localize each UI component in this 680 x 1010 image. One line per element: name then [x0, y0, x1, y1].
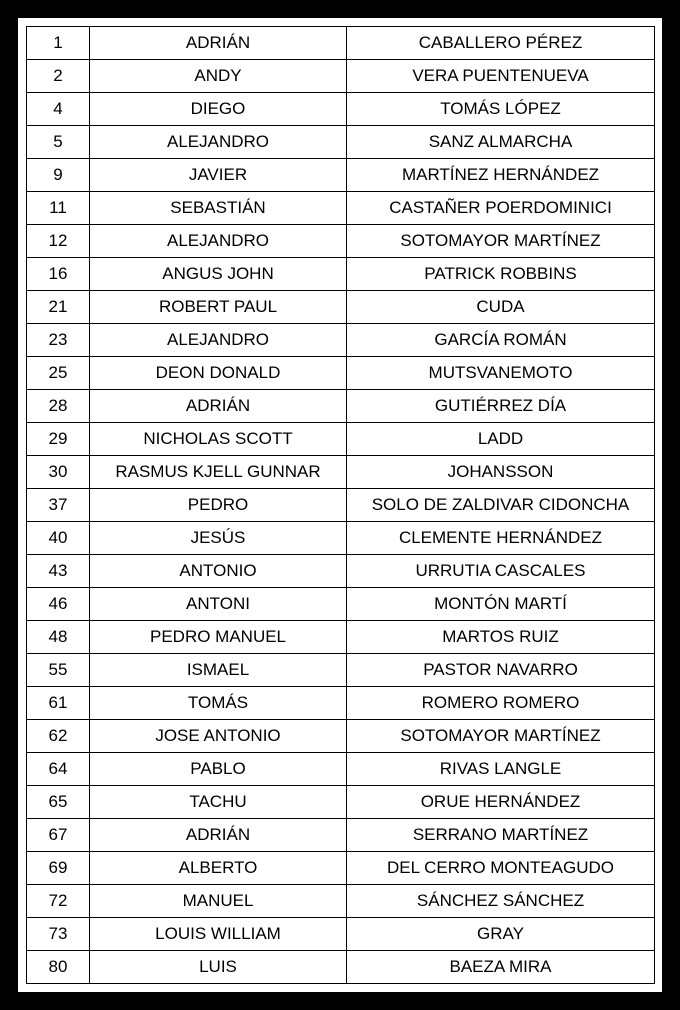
roster-table-body — [27, 27, 655, 984]
first-name-cell: ANTONIO — [90, 555, 347, 588]
first-name-cell: ALBERTO — [90, 852, 347, 885]
last-name-cell: LADD — [347, 423, 655, 456]
first-name-cell: DIEGO — [90, 93, 347, 126]
player-number-cell: 5 — [27, 126, 90, 159]
first-name-cell: PABLO — [90, 753, 347, 786]
last-name-cell: GRAY — [347, 918, 655, 951]
player-number-cell: 65 — [27, 786, 90, 819]
last-name-cell: DEL CERRO MONTEAGUDO — [347, 852, 655, 885]
last-name-cell: SERRANO MARTÍNEZ — [347, 819, 655, 852]
table-row — [27, 291, 655, 324]
last-name-cell: BAEZA MIRA — [347, 951, 655, 984]
last-name-cell: PATRICK ROBBINS — [347, 258, 655, 291]
table-row — [27, 60, 655, 93]
first-name-cell: JAVIER — [90, 159, 347, 192]
first-name-cell: LUIS — [90, 951, 347, 984]
table-row — [27, 159, 655, 192]
player-number-cell: 2 — [27, 60, 90, 93]
first-name-cell: NICHOLAS SCOTT — [90, 423, 347, 456]
last-name-cell: RIVAS LANGLE — [347, 753, 655, 786]
last-name-cell: CASTAÑER POERDOMINICI — [347, 192, 655, 225]
first-name-cell: ADRIÁN — [90, 819, 347, 852]
first-name-cell: ISMAEL — [90, 654, 347, 687]
table-row — [27, 126, 655, 159]
first-name-cell: ALEJANDRO — [90, 225, 347, 258]
player-number-cell: 48 — [27, 621, 90, 654]
last-name-cell: TOMÁS LÓPEZ — [347, 93, 655, 126]
first-name-cell: MANUEL — [90, 885, 347, 918]
table-row — [27, 390, 655, 423]
player-number-cell: 29 — [27, 423, 90, 456]
player-number-cell: 55 — [27, 654, 90, 687]
table-row — [27, 918, 655, 951]
table-row — [27, 654, 655, 687]
document-page — [18, 18, 662, 992]
last-name-cell: CABALLERO PÉREZ — [347, 27, 655, 60]
table-row — [27, 786, 655, 819]
player-number-cell: 64 — [27, 753, 90, 786]
player-number-cell: 40 — [27, 522, 90, 555]
last-name-cell: MARTOS RUIZ — [347, 621, 655, 654]
table-row — [27, 753, 655, 786]
player-number-cell: 43 — [27, 555, 90, 588]
player-number-cell: 21 — [27, 291, 90, 324]
player-number-cell: 69 — [27, 852, 90, 885]
player-number-cell: 4 — [27, 93, 90, 126]
table-row — [27, 423, 655, 456]
first-name-cell: ANGUS JOHN — [90, 258, 347, 291]
table-row — [27, 225, 655, 258]
player-number-cell: 73 — [27, 918, 90, 951]
player-number-cell: 28 — [27, 390, 90, 423]
table-row — [27, 588, 655, 621]
table-row — [27, 456, 655, 489]
last-name-cell: CLEMENTE HERNÁNDEZ — [347, 522, 655, 555]
first-name-cell: ANTONI — [90, 588, 347, 621]
last-name-cell: VERA PUENTENUEVA — [347, 60, 655, 93]
table-row — [27, 522, 655, 555]
first-name-cell: LOUIS WILLIAM — [90, 918, 347, 951]
table-row — [27, 258, 655, 291]
table-row — [27, 687, 655, 720]
last-name-cell: GUTIÉRREZ DÍA — [347, 390, 655, 423]
last-name-cell: GARCÍA ROMÁN — [347, 324, 655, 357]
player-number-cell: 12 — [27, 225, 90, 258]
last-name-cell: MONTÓN MARTÍ — [347, 588, 655, 621]
table-row — [27, 951, 655, 984]
player-number-cell: 62 — [27, 720, 90, 753]
table-row — [27, 27, 655, 60]
last-name-cell: SANZ ALMARCHA — [347, 126, 655, 159]
first-name-cell: ALEJANDRO — [90, 324, 347, 357]
first-name-cell: SEBASTIÁN — [90, 192, 347, 225]
last-name-cell: ORUE HERNÁNDEZ — [347, 786, 655, 819]
first-name-cell: ADRIÁN — [90, 27, 347, 60]
table-row — [27, 93, 655, 126]
last-name-cell: SOTOMAYOR MARTÍNEZ — [347, 225, 655, 258]
player-number-cell: 61 — [27, 687, 90, 720]
first-name-cell: TACHU — [90, 786, 347, 819]
last-name-cell: ROMERO ROMERO — [347, 687, 655, 720]
first-name-cell: JESÚS — [90, 522, 347, 555]
first-name-cell: JOSE ANTONIO — [90, 720, 347, 753]
last-name-cell: MARTÍNEZ HERNÁNDEZ — [347, 159, 655, 192]
first-name-cell: ANDY — [90, 60, 347, 93]
player-number-cell: 67 — [27, 819, 90, 852]
first-name-cell: TOMÁS — [90, 687, 347, 720]
table-row — [27, 720, 655, 753]
player-number-cell: 72 — [27, 885, 90, 918]
player-number-cell: 80 — [27, 951, 90, 984]
table-row — [27, 555, 655, 588]
first-name-cell: PEDRO — [90, 489, 347, 522]
table-row — [27, 621, 655, 654]
table-row — [27, 357, 655, 390]
last-name-cell: SOTOMAYOR MARTÍNEZ — [347, 720, 655, 753]
last-name-cell: SOLO DE ZALDIVAR CIDONCHA — [347, 489, 655, 522]
last-name-cell: URRUTIA CASCALES — [347, 555, 655, 588]
last-name-cell: PASTOR NAVARRO — [347, 654, 655, 687]
player-number-cell: 9 — [27, 159, 90, 192]
first-name-cell: ADRIÁN — [90, 390, 347, 423]
first-name-cell: PEDRO MANUEL — [90, 621, 347, 654]
first-name-cell: DEON DONALD — [90, 357, 347, 390]
player-number-cell: 16 — [27, 258, 90, 291]
table-row — [27, 489, 655, 522]
roster-table — [26, 26, 655, 984]
player-number-cell: 46 — [27, 588, 90, 621]
player-number-cell: 25 — [27, 357, 90, 390]
table-row — [27, 885, 655, 918]
last-name-cell: MUTSVANEMOTO — [347, 357, 655, 390]
last-name-cell: CUDA — [347, 291, 655, 324]
table-row — [27, 192, 655, 225]
player-number-cell: 11 — [27, 192, 90, 225]
player-number-cell: 30 — [27, 456, 90, 489]
player-number-cell: 37 — [27, 489, 90, 522]
player-number-cell: 1 — [27, 27, 90, 60]
table-row — [27, 324, 655, 357]
first-name-cell: RASMUS KJELL GUNNAR — [90, 456, 347, 489]
last-name-cell: SÁNCHEZ SÁNCHEZ — [347, 885, 655, 918]
last-name-cell: JOHANSSON — [347, 456, 655, 489]
table-row — [27, 819, 655, 852]
player-number-cell: 23 — [27, 324, 90, 357]
first-name-cell: ROBERT PAUL — [90, 291, 347, 324]
table-row — [27, 852, 655, 885]
first-name-cell: ALEJANDRO — [90, 126, 347, 159]
